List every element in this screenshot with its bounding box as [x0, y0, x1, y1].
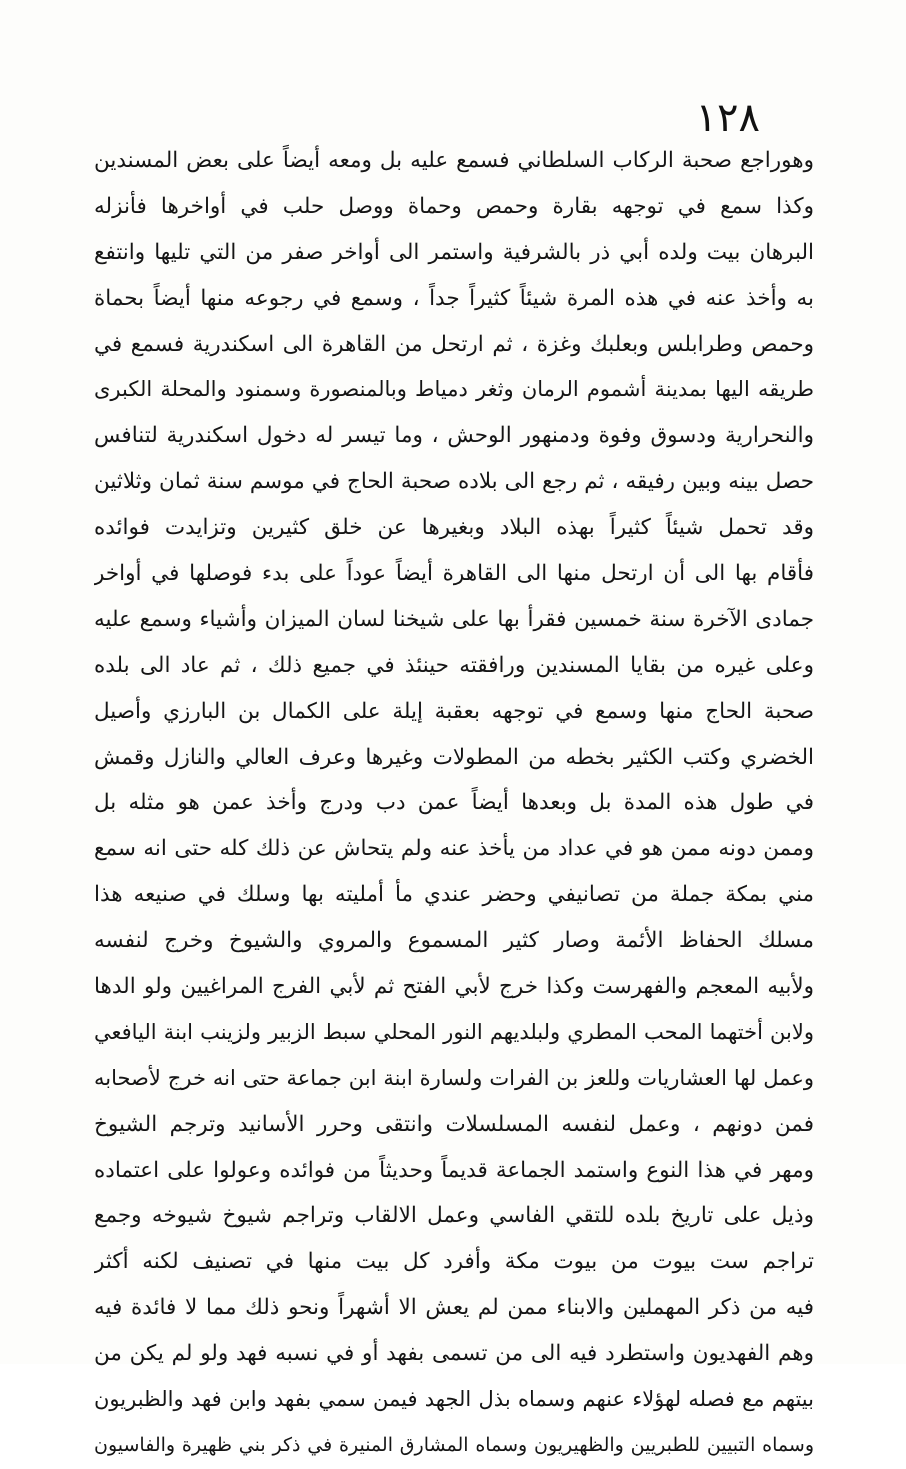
text-line: ولأبيه المعجم والفهرست وكذا خرج لأبي الفتح ثم لأبي الفرج المراغيين ولو الدها	[94, 974, 814, 1000]
text-line: حصل بينه وبين رفيقه ، ثم رجع الى بلاده صحبة الحاج في موسم سنة ثمان وثلاثين	[94, 469, 814, 495]
text-line: فمن دونهم ، وعمل لنفسه المسلسلات وانتقى وحرر الأسانيد وترجم الشيوخ	[94, 1111, 814, 1137]
text-line: وسماه التبيين للطبريين والظهيريون وسماه المشارق المنيرة في ذكر بني ظهيرة والفاسيون	[94, 1433, 814, 1456]
text-line: وهم الفهديون واستطرد فيه الى من تسمى بفهد أو في نسبه فهد ولو لم يكن من	[94, 1341, 814, 1367]
text-line: فأقام بها الى أن ارتحل منها الى القاهرة أيضاً عوداً على بدء فوصلها في أواخر	[94, 561, 814, 587]
text-line: الخضري وكتب الكثير بخطه من المطولات وغيرها وعرف العالي والنازل وقمش	[94, 744, 814, 770]
body-text	[94, 138, 814, 1469]
text-line: طريقه اليها بمدينة أشموم الرمان وثغر دمياط وبالمنصورة وسمنود والمحلة الكبرى	[94, 377, 814, 402]
text-line: به وأخذ عنه في هذه المرة شيئاً كثيراً جداً ، وسمع في رجوعه منها أيضاً بحماة	[94, 285, 814, 311]
text-line: فيه من ذكر المهملين والابناء ممن لم يعش الا أشهراً ونحو ذلك مما لا فائدة فيه	[94, 1295, 814, 1321]
text-line: بيتهم مع فصله لهؤلاء عنهم وسماه بذل الجهد فيمن سمي بفهد وابن فهد والظبريون	[94, 1387, 814, 1412]
text-line: تراجم ست بيوت من بيوت مكة وأفرد كل بيت منها في تصنيف لكنه أكثر	[94, 1249, 814, 1275]
text-line: وعلى غيره من بقايا المسندين ورافقته حينئذ في جميع ذلك ، ثم عاد الى بلده	[94, 652, 814, 678]
text-line: البرهان بيت ولده أبي ذر بالشرفية واستمر الى أواخر صفر من التي تليها وانتفع	[94, 239, 814, 265]
text-line: صحبة الحاج منها وسمع في توجهه بعقبة إيلة على الكمال بن البارزي وأصيل	[94, 698, 814, 724]
text-line: مني بمكة جملة من تصانيفي وحضر عندي مأ أمليته بها وسلك في صنيعه هذا	[94, 882, 814, 908]
text-line: وكذا سمع في توجهه بقارة وحمص وحماة ووصل حلب في أواخرها فأنزله	[94, 193, 814, 219]
text-line: جمادى الآخرة سنة خمسين فقرأ بها على شيخنا لسان الميزان وأشياء وسمع عليه	[94, 606, 814, 632]
text-line: مسلك الحفاظ الأئمة وصار كثير المسموع والمروي والشيوخ وخرج لنفسه	[94, 928, 814, 954]
text-line: وذيل على تاريخ بلده للتقي الفاسي وعمل الالقاب وتراجم شيوخ شيوخه وجمع	[94, 1203, 814, 1229]
text-line: وعمل لها العشاريات وللعز بن الفرات ولسارة ابنة ابن جماعة حتى انه خرج لأصحابه	[94, 1065, 814, 1090]
text-line: وهوراجع صحبة الركاب السلطاني فسمع عليه بل ومعه أيضاً على بعض المسندين	[94, 148, 814, 173]
text-line: وحمص وطرابلس وبعلبك وغزة ، ثم ارتحل من القاهرة الى اسكندرية فسمع في	[94, 331, 814, 357]
text-line: ولابن أختهما المحب المطري ولبلديهم النور المحلي سبط الزبير ولزينب ابنة اليافعي	[94, 1019, 814, 1044]
text-line: والنحرارية ودسوق وفوة ودمنهور الوحش ، وما تيسر له دخول اسكندرية لتنافس	[94, 423, 814, 449]
page-number: ١٢٨	[695, 95, 760, 141]
text-line: وممن دونه ممن هو في عداد من يأخذ عنه ولم يتحاش عن ذلك كله حتى انه سمع	[94, 836, 814, 862]
text-line: ومهر في هذا النوع واستمد الجماعة قديماً وحديثاً من فوائده وعولوا على اعتماده	[94, 1157, 814, 1183]
text-line: في طول هذه المدة بل وبعدها أيضاً عمن دب ودرج وأخذ عمن هو مثله بل	[94, 790, 814, 816]
text-line: وقد تحمل شيئاً كثيراً بهذه البلاد وبغيرها عن خلق كثيرين وتزايدت فوائده	[94, 515, 814, 541]
